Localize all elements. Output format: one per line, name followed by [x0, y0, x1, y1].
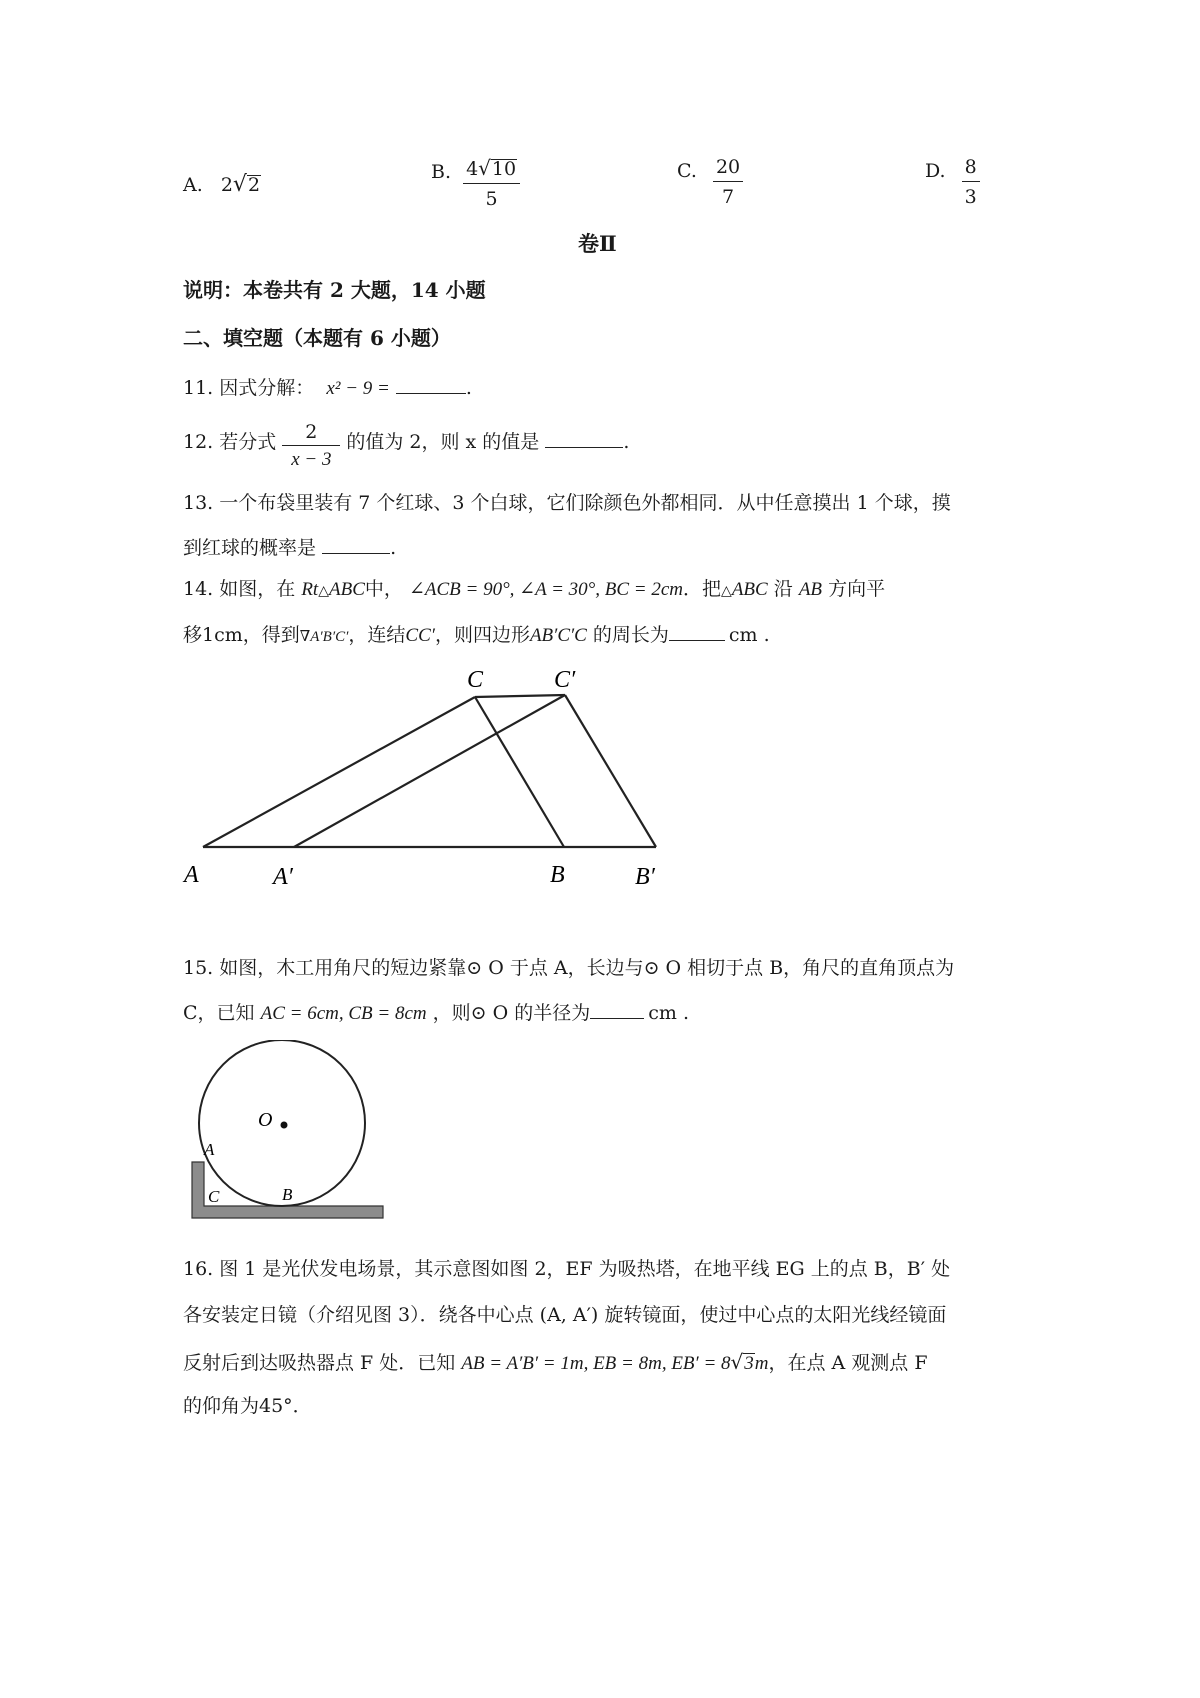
- figure-15: [180, 1040, 400, 1230]
- q14-line1-pre: 14. 如图，在: [183, 578, 296, 600]
- q16-cond-unit: m: [754, 1353, 769, 1374]
- q14-mid4: ，连结: [348, 624, 406, 646]
- q14-mid2: ．把: [683, 578, 722, 600]
- fig14-segment-a2c2: [294, 695, 565, 847]
- question-12: [183, 420, 630, 470]
- fig14-segment-c2b2: [565, 695, 656, 847]
- q14-tri-icon-1: △: [318, 583, 329, 599]
- fig14-segment-cc2: [475, 695, 565, 697]
- q12-answer-blank[interactable]: [545, 431, 623, 448]
- q13-line1: 13. 一个布袋里装有 7 个红球、3 个白球，它们除颜色外都相同．从中任意摸出 1 个球，摸: [183, 492, 951, 514]
- option-b-coef: 4: [466, 158, 479, 180]
- q16-line1: 16. 图 1 是光伏发电场景，其示意图如图 2，EF 为吸热塔，在地平线 EG 上的点 B，B′ 处: [183, 1258, 951, 1280]
- q12-number: 12.: [183, 431, 214, 453]
- option-a: A. 2√2: [183, 172, 261, 197]
- q11-answer-blank[interactable]: [396, 377, 466, 394]
- q14-mid3: 沿: [773, 578, 793, 600]
- option-b-den: 5: [485, 188, 498, 210]
- fig14-label-c: C: [467, 667, 484, 693]
- question-11: [183, 377, 472, 398]
- fig14-label-b2: B′: [635, 864, 655, 890]
- fig15-label-a: A: [204, 1140, 215, 1159]
- option-b-radicand: 10: [491, 158, 517, 180]
- q14-cond: ∠ACB = 90°, ∠A = 30°, BC = 2cm: [408, 579, 684, 600]
- q14-mid1: 中，: [364, 578, 403, 600]
- fig14-label-b: B: [550, 862, 565, 888]
- q14-line2-pre: 移1cm，得到: [183, 624, 300, 646]
- q14-ab: AB: [798, 579, 823, 600]
- part2-heading: 二、填空题（本题有 6 小题）: [183, 326, 451, 350]
- option-c-num: 20: [713, 156, 743, 182]
- fig15-label-o: O: [258, 1109, 273, 1131]
- q14-answer-blank[interactable]: [669, 624, 725, 641]
- q14-tri3: ∇A′B′C′: [299, 629, 349, 645]
- option-b: B. $\frac{4√10}{5}$: [431, 156, 520, 210]
- q15-unit: cm: [648, 1002, 677, 1024]
- q12-pre: 若分式: [219, 431, 277, 453]
- q15-answer-blank[interactable]: [590, 1002, 644, 1019]
- q15-cond: AC = 6cm, CB = 8cm: [260, 1003, 427, 1024]
- q14-quad: AB′C′C: [529, 625, 587, 646]
- q14-rt: Rt: [301, 579, 319, 600]
- q14-line1-end: 方向平: [828, 578, 886, 600]
- q16-cond: AB = A′B′ = 1m, EB = 8m, EB′ = 8: [461, 1353, 731, 1374]
- option-a-coef: 2: [220, 174, 233, 196]
- q16-line3: 反射后到达吸热器点 F 处．已知 AB = A′B′ = 1m, EB = 8m, EB′ = 8√3m，在点 A 观测点 F: [183, 1350, 928, 1374]
- fig14-label-a2: A′: [273, 864, 293, 890]
- q15-line2-mid: ，则⊙ O 的半径为: [432, 1002, 591, 1024]
- q12-frac-den: x − 3: [291, 449, 332, 470]
- q15-line2-pre: C，已知: [183, 1002, 255, 1024]
- q16-cond-radicand: 3: [744, 1353, 754, 1374]
- q14-tri-icon-2: △: [721, 583, 732, 599]
- q13-line2: [183, 537, 396, 558]
- fig14-label-a: A: [184, 862, 199, 888]
- fig14-segment-ac: [203, 697, 475, 847]
- q15-line1: 15. 如图，木工用角尺的短边紧靠⊙ O 于点 A，长边与⊙ O 相切于点 B，角尺的直角顶点为: [183, 957, 955, 979]
- option-a-label: A.: [183, 174, 203, 196]
- option-c: [677, 156, 743, 208]
- q15-end: .: [682, 1002, 689, 1024]
- q12-frac-num: 2: [282, 423, 340, 446]
- q14-tri1: ABC: [328, 579, 365, 600]
- fig15-label-b: B: [282, 1185, 293, 1204]
- q14-end: .: [763, 624, 770, 646]
- q14-unit: cm: [728, 624, 758, 646]
- q16-line3-pre: 反射后到达吸热器点 F 处．已知: [183, 1352, 456, 1374]
- figure-14: [180, 660, 680, 900]
- option-d-num: 8: [962, 156, 980, 182]
- q12-post: 的值为 2，则 x 的值是: [346, 431, 540, 453]
- q15-line2: [183, 1002, 689, 1023]
- section-title: 卷Ⅱ: [578, 231, 617, 256]
- q14-line2: [183, 624, 770, 645]
- q16-line2: 各安装定日镜（介绍见图 3）．绕各中心点 (A, A′) 旋转镜面，使过中心点的太阳光线经镜面: [183, 1304, 947, 1326]
- q14-tri2: ABC: [731, 579, 768, 600]
- q12-end: .: [623, 431, 630, 453]
- q13-answer-blank[interactable]: [322, 537, 390, 554]
- option-d-den: 3: [964, 186, 977, 208]
- option-d-label: D.: [925, 160, 946, 182]
- q11-expr: x² − 9 =: [326, 378, 390, 399]
- q13-end: .: [390, 537, 397, 559]
- fig14-label-c2: C′: [554, 667, 576, 693]
- fig15-center-point: [281, 1122, 288, 1129]
- q14-line1: [183, 580, 885, 599]
- q14-mid6: 的周长为: [592, 624, 669, 646]
- q11-number: 11.: [183, 377, 214, 399]
- option-d: [925, 156, 980, 208]
- q11-text: 因式分解：: [219, 377, 315, 399]
- option-c-label: C.: [677, 160, 697, 182]
- q14-mid5: ，则四边形: [434, 624, 530, 646]
- q13-line2-text: 到红球的概率是: [183, 537, 317, 559]
- fig15-label-c: C: [208, 1187, 220, 1206]
- q16-line3-post: ，在点 A 观测点 F: [768, 1352, 928, 1374]
- option-c-den: 7: [722, 186, 735, 208]
- option-a-radicand: 2: [247, 174, 261, 196]
- q16-line4: 的仰角为45°．: [183, 1395, 312, 1417]
- section-note: 说明：本卷共有 2 大题，14 小题: [183, 278, 486, 302]
- q14-cc: CC′: [405, 625, 435, 646]
- q11-end: .: [465, 377, 472, 399]
- option-b-label: B.: [431, 161, 452, 183]
